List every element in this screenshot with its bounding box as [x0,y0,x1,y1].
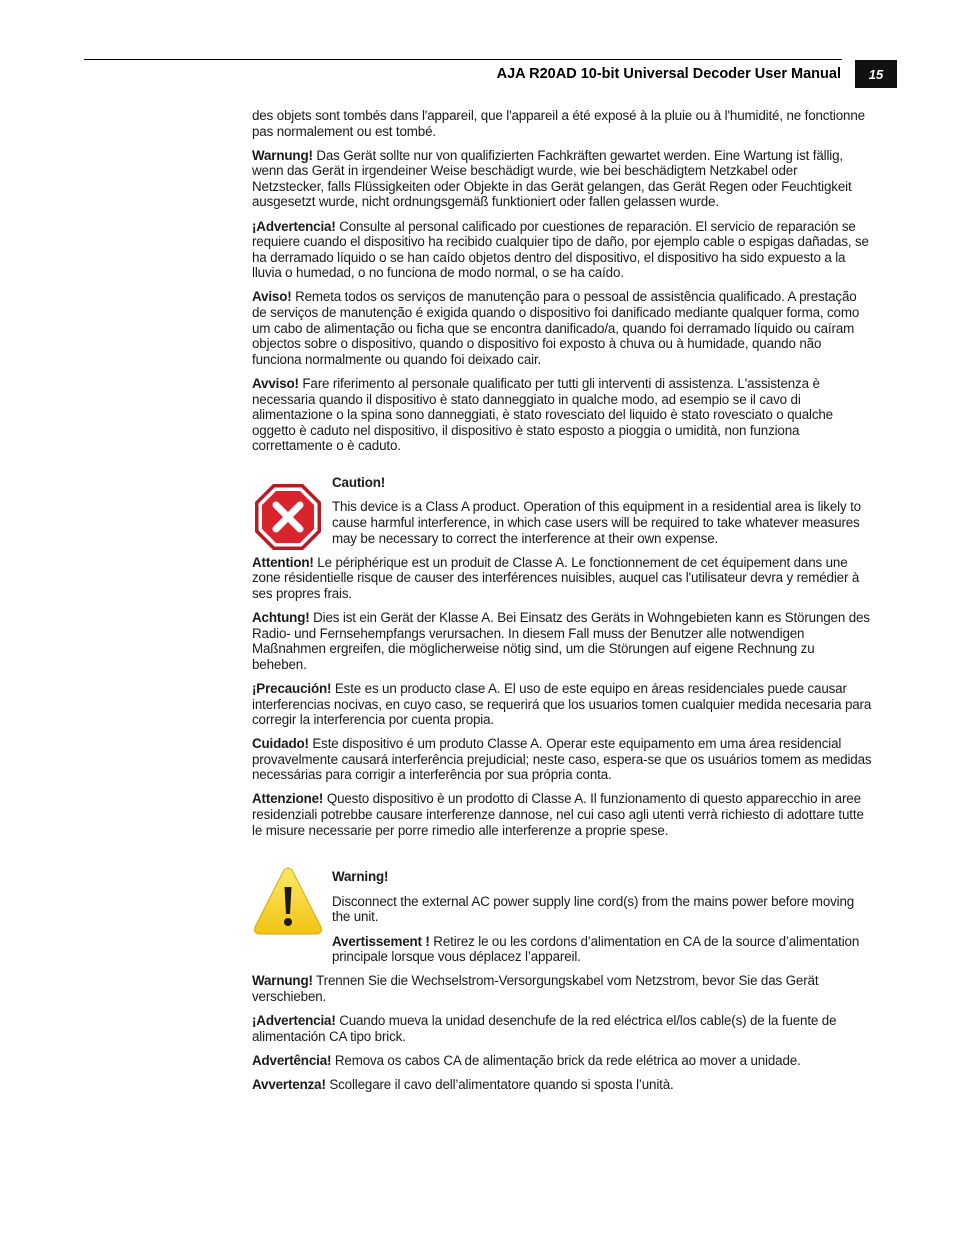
warning-triangle-icon [252,865,324,937]
warning-text-fr: Avertissement ! Retirez le ou les cordons d’alimentation en CA de la source d’alimentation principale lorsque vous déplacez l’appareil. [332,933,860,965]
paragraph-caution-pt: Cuidado! Este dispositivo é um produto Classe A. Operar este equipamento em uma área residencial provavelmente causará interferência prejudicial; neste caso, espera-se que os usuários tomem as medidas necessárias para corrigir a interferência por sua própria conta. [252,736,872,783]
paragraph-intro-de: Warnung! Das Gerät sollte nur von qualifizierten Fachkräften gewartet werden. Eine Wartung ist fällig, wenn das Gerät in irgendeiner Weise beschädigt wurde, wie bei beschädigtem Netzkabel oder Netzstecker, falls Flüssigkeiten oder Objekte in das Gerät gelangen, das Gerät Regen oder Feuchtigkeit ausgesetzt wurde, nicht ordnungsgemäß funktioniert oder fallen gelassen wurde. [252,147,852,210]
paragraph-caution-it: Attenzione! Questo dispositivo è un prodotto di Classe A. Il funzionamento di questo apparecchio in aree residenziali potrebbe causare interferenze dannose, nel cui caso agli utenti verrà richiesto di adottare tutte le misure necessarie per porre rimedio alle interferenze a proprie spese. [252,791,864,838]
paragraph-caution-fr: Attention! Le périphérique est un produit de Classe A. Le fonctionnement de cet équipement dans une zone résidentielle risque de causer des interférences nuisibles, auquel cas l'utilisateur devra y remédier à ses propres frais. [252,554,860,601]
caution-notice [252,475,872,546]
page-content [252,108,872,1101]
paragraph-warning-es: ¡Advertencia! Cuando mueva la unidad desenchufe de la red eléctrica el/los cable(s) de la fuente de alimentación CA tipo brick. [252,1012,837,1044]
paragraph-caution-de: Achtung! Dies ist ein Gerät der Klasse A. Bei Einsatz des Geräts in Wohngebieten kann es Störungen des Radio- und Fernsehempfangs verursachen. In diesem Fall muss der Benutzer alle notwendigen Maßnahmen ergreifen, die möglicherweise nötig sind, um die Störungen auf eigene Rechnung zu beheben. [252,610,870,672]
caution-heading: Caution! [332,474,386,490]
warning-notice [252,869,872,964]
warning-text: Disconnect the external AC power supply line cord(s) from the mains power before moving the unit. [332,893,855,925]
paragraph-warning-it: Avvertenza! Scollegare il cavo dell’alimentatore quando si sposta l’unità. [252,1076,674,1092]
page-header-title: AJA R20AD 10-bit Universal Decoder User Manual [496,66,841,82]
paragraph-intro-it: Avviso! Fare riferimento al personale qualificato per tutti gli interventi di assistenza. L'assistenza è necessaria quando il dispositivo è stato danneggiato in qualche modo, ad esempio se il cavo di alimentazione o la spina sono danneggiati, è stato rovesciato del liquido è stato rovesciato o qualche oggetto è caduto nel dispositivo, il dispositivo è stato esposto a pioggia o umidità, non funziona correttamente o è caduto. [252,375,833,454]
stop-icon [252,481,324,553]
header-rule [84,59,842,60]
paragraph-intro-es: ¡Advertencia! Consulte al personal calificado por cuestiones de reparación. El servicio de reparación se requiere cuando el dispositivo ha recibido cualquier tipo de daño, por ejemplo cable o espigas dañadas, se ha derramado líquido o se han caído objetos dentro del dispositivo, el dispositivo ha sido expuesto a la lluvia o humedad, o no funciona de modo normal, o se ha caído. [252,218,869,281]
caution-text: This device is a Class A product. Operation of this equipment in a residential area is likely to cause harmful interference, in which case users will be required to take whatever measures may be necessary to correct the interference at their own expense. [332,499,861,546]
warning-heading: Warning! [332,869,389,885]
paragraph-caution-es: ¡Precaución! Este es un producto clase A. El uso de este equipo en áreas residenciales puede causar interferencias nocivas, en cuyo caso, se requerirá que los usuarios tomen cualquier medida necesaria para corregir la interferencia por cuenta propia. [252,680,872,728]
paragraph-warning-de: Warnung! Trennen Sie die Wechselstrom-Versorgungskabel vom Netzstrom, bevor Sie das Gerät verschieben. [252,973,819,1004]
page-number-badge: 15 [855,60,897,88]
paragraph-intro-fr: des objets sont tombés dans l'appareil, que l'appareil a été exposé à la pluie ou à l'humidité, ne fonctionne pas normalement ou est tombé. [252,108,865,139]
paragraph-intro-pt: Aviso! Remeta todos os serviços de manutenção para o pessoal de assistência qualificado. A prestação de serviços de manutenção é exigida quando o dispositivo foi danificado mediante qualquer forma, como um cabo de alimentação ou ficha que se encontra danificado/a, quando foi derramado líquido ou caíram objectos sobre o dispositivo, quando o dispositivo foi exposto à chuva ou à humidade, quando não funciona normalmente ou quando foi deixado cair. [252,289,860,367]
paragraph-warning-pt: Advertência! Remova os cabos CA de alimentação brick da rede elétrica ao mover a unidade. [252,1052,801,1068]
